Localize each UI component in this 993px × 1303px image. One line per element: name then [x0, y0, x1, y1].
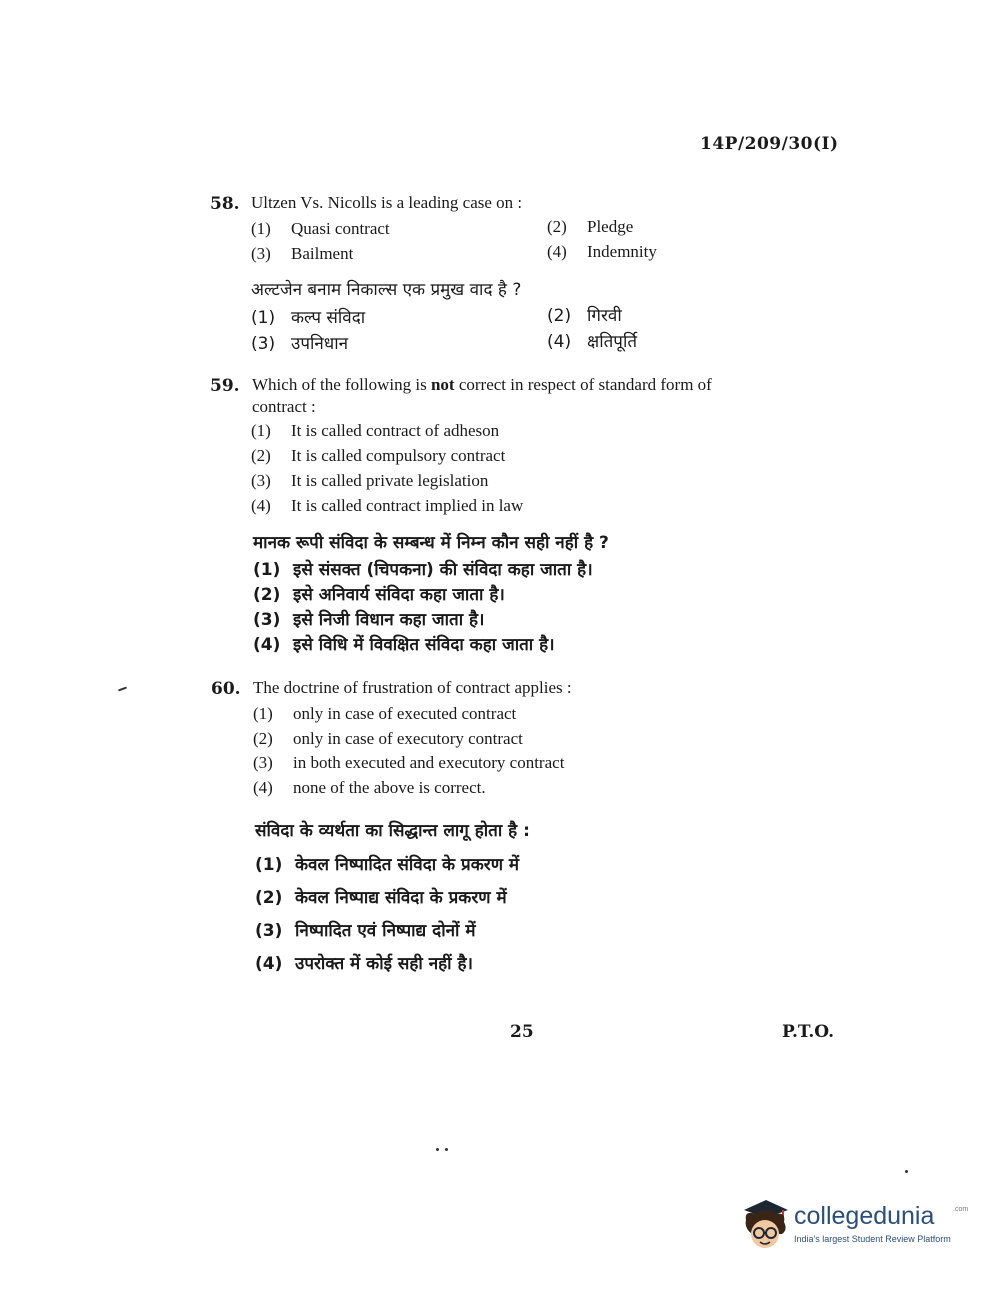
- paper-code: 14P/209/30(I): [700, 134, 839, 154]
- scan-speck: [436, 1148, 439, 1151]
- option-4-hi: (4) इसे विधि में विवक्षित संविदा कहा जाता है।: [253, 635, 555, 655]
- option-text: Quasi contract: [291, 219, 390, 238]
- question-number: 60.: [211, 679, 241, 699]
- question-text-en-cont: contract :: [252, 397, 316, 416]
- option-4-hi: (4) उपरोक्त में कोई सही नहीं है।: [255, 954, 473, 974]
- collegedunia-watermark: [738, 1196, 968, 1256]
- option-number: (2): [547, 217, 567, 236]
- question-text-en: The doctrine of frustration of contract applies :: [253, 678, 572, 697]
- brand-name: collegedunia: [794, 1202, 935, 1230]
- option-2: (2) It is called compulsory contract: [251, 446, 506, 465]
- question-number: 59.: [210, 376, 240, 396]
- option-2-hi: (2) इसे अनिवार्य संविदा कहा जाता है।: [253, 585, 505, 605]
- page-number: 25: [510, 1022, 534, 1042]
- option-4: (4) It is called contract implied in law: [251, 496, 524, 515]
- option-3: (3) in both executed and executory contract: [253, 753, 565, 772]
- option-text: कल्प संविदा: [291, 308, 366, 328]
- option-1-hi: (1) केवल निष्पादित संविदा के प्रकरण में: [255, 855, 520, 875]
- option-text: उपनिधान: [291, 334, 349, 354]
- option-text: गिरवी: [587, 306, 622, 326]
- question-text-hi: संविदा के व्यर्थता का सिद्धान्त लागू होता है :: [255, 821, 530, 841]
- option-text: Bailment: [291, 244, 354, 263]
- brand-domain: .com: [953, 1206, 969, 1213]
- option-2-hi: (2) केवल निष्पाद्य संविदा के प्रकरण में: [255, 888, 507, 908]
- brand-tagline: India's largest Student Review Platform: [794, 1234, 951, 1244]
- option-number: (2): [547, 306, 572, 326]
- option-1: (1) It is called contract of adheson: [251, 421, 500, 440]
- option-text: क्षतिपूर्ति: [587, 332, 638, 352]
- emphasis-not: not: [430, 375, 455, 394]
- option-number: (4): [547, 242, 567, 261]
- option-3-hi: (3) निष्पादित एवं निष्पाद्य दोनों में: [255, 921, 476, 941]
- scan-mark: [118, 687, 127, 692]
- question-text-hi: अल्टजेन बनाम निकाल्स एक प्रमुख वाद है ?: [251, 280, 522, 300]
- option-3: (3) It is called private legislation: [251, 471, 489, 490]
- student-mascot-icon: [738, 1196, 792, 1254]
- pto-label: P.T.O.: [782, 1022, 834, 1042]
- option-number: (3): [251, 244, 271, 263]
- option-number: (1): [251, 308, 276, 328]
- option-4: (4) none of the above is correct.: [253, 778, 486, 797]
- question-text-en: Which of the following is not correct in respect of standard form of: [252, 375, 712, 394]
- option-2: (2) only in case of executory contract: [253, 729, 523, 748]
- question-text-hi: मानक रूपी संविदा के सम्बन्ध में निम्न कौन सही नहीं है ?: [253, 533, 609, 553]
- option-3-hi: (3) इसे निजी विधान कहा जाता है।: [253, 610, 485, 630]
- question-text-en: Ultzen Vs. Nicolls is a leading case on :: [251, 193, 523, 212]
- option-number: (1): [251, 219, 271, 238]
- option-1-hi: (1) इसे संसक्त (चिपकना) की संविदा कहा जाता है।: [253, 560, 593, 580]
- option-text: Indemnity: [587, 242, 657, 261]
- option-number: (3): [251, 334, 276, 354]
- option-1: (1) only in case of executed contract: [253, 704, 517, 723]
- question-number: 58.: [210, 194, 240, 214]
- option-number: (4): [547, 332, 572, 352]
- option-text: Pledge: [587, 217, 634, 236]
- scan-speck: [905, 1170, 908, 1173]
- scan-speck: [445, 1148, 448, 1151]
